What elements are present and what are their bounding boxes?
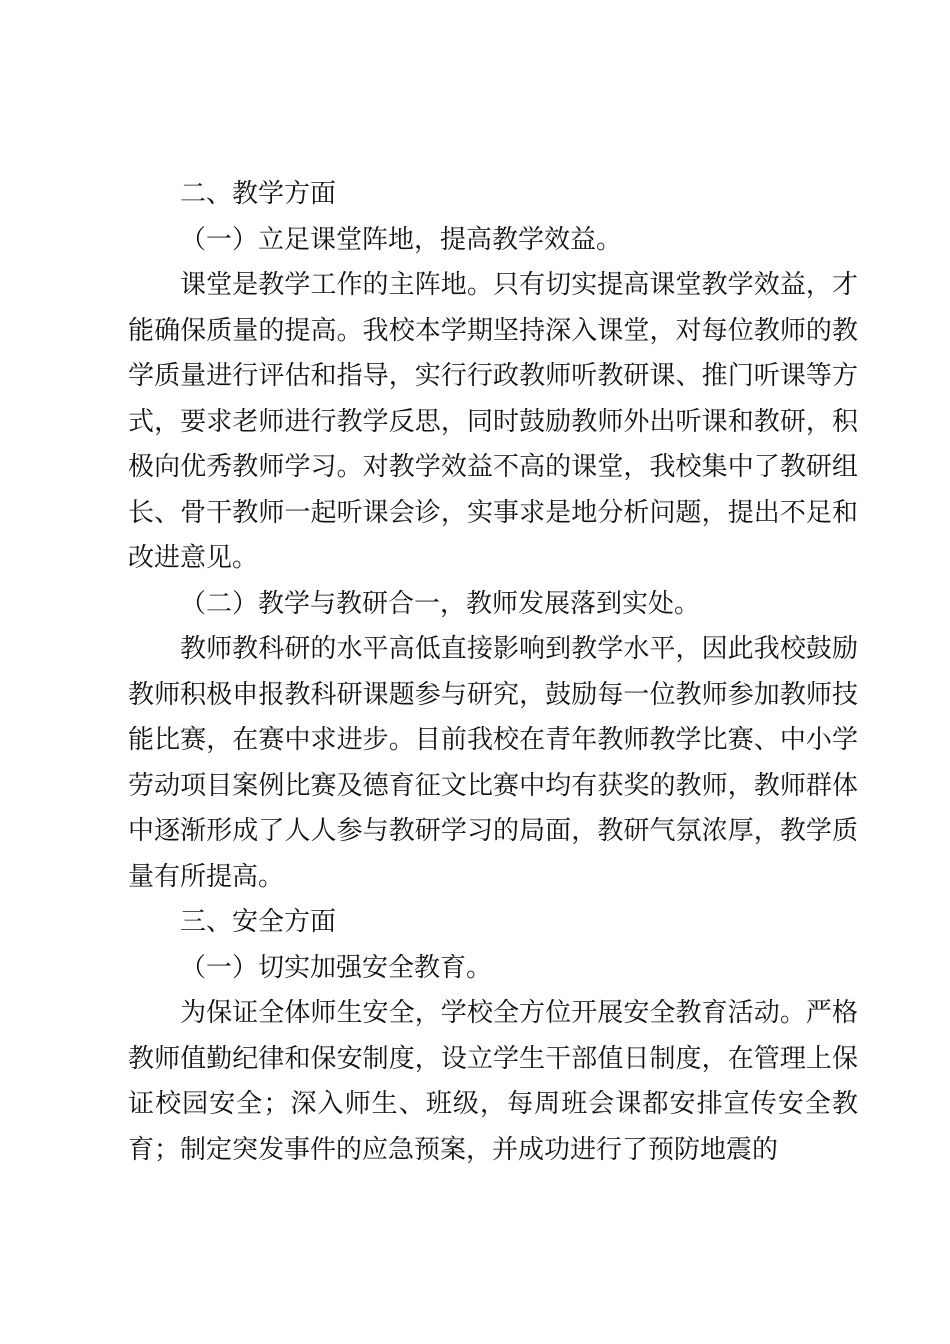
paragraph-teaching-research: 教师教科研的水平高低直接影响到教学水平，因此我校鼓励教师积极申报教科研课题参与研究，鼓励每一位教师参加教师技能比赛，在赛中求进步。目前我校在青年教师教学比赛、中小学劳动项目案例比赛及德育征文比赛中均有获奖的教师，教师群体中逐渐形成了人人参与教研学习的局面，教研气氛浓厚，教学质量有所提高。 <box>128 634 858 892</box>
subheading-classroom: （一）立足课堂阵地，提高教学效益。 <box>180 224 623 255</box>
subheading-safety-education: （一）切实加强安全教育。 <box>180 952 493 983</box>
section-heading-safety: 三、安全方面 <box>180 907 337 937</box>
subheading-teaching-research: （二）教学与教研合一，教师发展落到实处。 <box>180 588 701 619</box>
section-heading-teaching: 二、教学方面 <box>180 179 337 209</box>
paragraph-safety-education: 为保证全体师生安全，学校全方位开展安全教育活动。严格教师值勤纪律和保安制度，设立学生干部值日制度，在管理上保证校园安全；深入师生、班级，每周班会课都安排宣传安全教育；制定突发事件的应急预案，并成功进行了预防地震的 <box>128 998 858 1165</box>
paragraph-classroom: 课堂是教学工作的主阵地。只有切实提高课堂教学效益，才能确保质量的提高。我校本学期坚持深入课堂，对每位教师的教学质量进行评估和指导，实行行政教师听教研课、推门听课等方式，要求老师进行教学反思，同时鼓励教师外出听课和教研，积极向优秀教师学习。对教学效益不高的课堂，我校集中了教研组长、骨干教师一起听课会诊，实事求是地分析问题，提出不足和改进意见。 <box>128 270 858 573</box>
document-body <box>128 172 858 1173</box>
